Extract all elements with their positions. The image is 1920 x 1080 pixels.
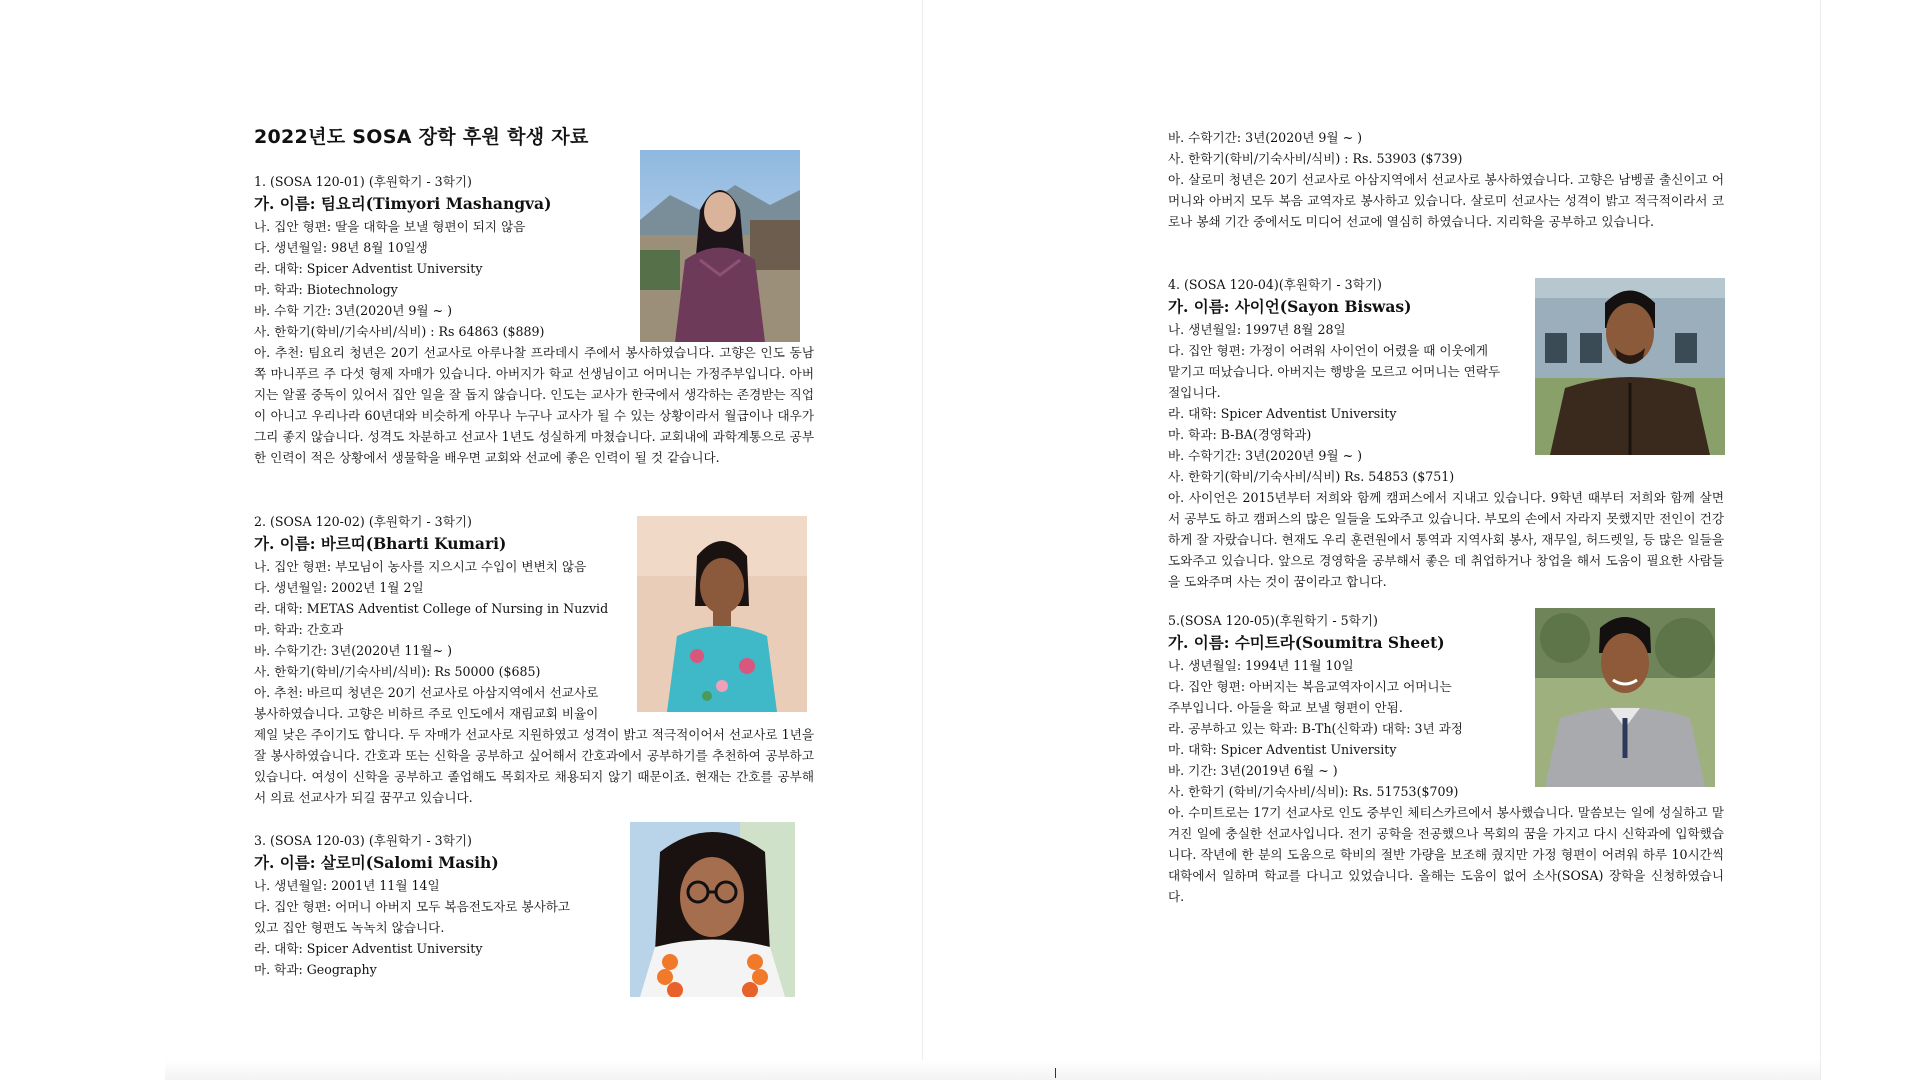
student-name: 가. 이름: 바르띠(Bharti Kumari): [254, 534, 507, 553]
text-cursor: [1055, 1068, 1056, 1078]
info-line: 바. 수학기간: 3년(2020년 11월~ ): [254, 643, 453, 658]
document-title: 2022년도 SOSA 장학 후원 학생 자료: [254, 126, 589, 148]
info-line: 아. 추천: 바르띠 청년은 20기 선교사로 아삼지역에서 선교사로: [254, 685, 599, 700]
info-line: 다. 생년월일: 2002년 1월 2일: [254, 580, 424, 595]
info-line: 다. 생년월일: 98년 8월 10일생: [254, 240, 428, 255]
info-line: 사. 한학기(학비/기숙사비/식비) : Rs 64863 ($889): [254, 324, 545, 339]
info-line: 나. 생년월일: 1994년 11월 10일: [1168, 658, 1354, 673]
recommendation-text: 아. 살로미 청년은 20기 선교사로 아삼지역에서 선교사로 봉사하였습니다. 고향은 남벵골 출신이고 어머니와 아버지 모두 복음 교역자로 봉사하고 있습니다. 살로미 선교사는 성격이 밝고 적극적이라서 코로나 봉쇄 기간 중에서도 미디어 선교에 열심히 하였습니다. 지리학을 공부하고 있습니다.: [1168, 172, 1724, 229]
info-line: 마. 학과: Biotechnology: [254, 282, 398, 297]
info-line: 절입니다.: [1168, 385, 1221, 400]
info-line: 마. 학과: 간호과: [254, 622, 344, 637]
student-header: 1. (SOSA 120-01) (후원학기 - 3학기): [254, 174, 472, 189]
info-line: 있고 집안 형편도 녹녹치 않습니다.: [254, 920, 445, 935]
info-line: 라. 대학: Spicer Adventist University: [254, 941, 483, 956]
recommendation-text: 아. 추천: 팀요리 청년은 20기 선교사로 아루나찰 프라데시 주에서 봉사하였습니다. 고향은 인도 동남쪽 마니푸르 주 다섯 형제 자매가 있습니다. 아버지가 학교 선생님이고 어머니는 가정주부입니다. 아버지는 알콜 중독이 있어서 집안 일을 잘 돕지 않습니다. 인도는 교사가 한국에서 생각하는 존경받는 직업이 아니고 우리나라 60년대와 비슷하게 아무나 누구나 교사가 될 수 있는 상황이라서 월급이나 대우가 그리 좋지 않습니다. 성격도 차분하고 선교사 1년도 성실하게 마쳤습니다. 교회내에 과학계통으로 공부한 인력이 적은 상황에서 생물학을 배우면 교회와 선교에 좋은 인력이 될 것 같습니다.: [254, 345, 814, 465]
info-line: 바. 수학기간: 3년(2020년 9월 ~ ): [1168, 130, 1363, 145]
info-line: 나. 집안 형편: 부모님이 농사를 지으시고 수입이 변변치 않음: [254, 559, 587, 574]
info-line: 나. 생년월일: 2001년 11월 14일: [254, 878, 440, 893]
recommendation-text: 제일 낮은 주이기도 합니다. 두 자매가 선교사로 지원하였고 성격이 밝고 적극적이어서 선교사로 1년을 잘 봉사하였습니다. 간호과 또는 신학을 공부하고 싶어해서 간호과에서 공부하기를 추천하여 공부하고 있습니다. 여성이 신학을 공부하고 졸업해도 목회자로 채용되지 않기 때문이죠. 현재는 간호를 공부해서 의료 선교사가 되길 꿈꾸고 있습니다.: [254, 727, 814, 805]
student-photo-1: [640, 150, 800, 342]
student-header: 4. (SOSA 120-04)(후원학기 - 3학기): [1168, 277, 1382, 292]
info-line: 사. 한학기(학비/기숙사비/식비) : Rs. 53903 ($739): [1168, 151, 1463, 166]
student-entry-3-continued: [1168, 127, 1724, 232]
info-line: 사. 한학기 (학비/기숙사비/식비): Rs. 51753($709): [1168, 784, 1459, 799]
student-name: 가. 이름: 사이언(Sayon Biswas): [1168, 297, 1412, 316]
student-photo-3: [630, 822, 795, 997]
student-name: 가. 이름: 수미트라(Soumitra Sheet): [1168, 633, 1445, 652]
student-name: 가. 이름: 살로미(Salomi Masih): [254, 853, 499, 872]
info-line: 라. 대학: Spicer Adventist University: [254, 261, 483, 276]
student-header: 3. (SOSA 120-03) (후원학기 - 3학기): [254, 833, 472, 848]
student-photo-2: [637, 516, 807, 712]
info-line: 라. 대학: Spicer Adventist University: [1168, 406, 1397, 421]
page-bottom-shadow: [165, 1060, 1820, 1080]
info-line: 맡기고 떠났습니다. 아버지는 행방을 모르고 어머니는 연락두: [1168, 364, 1501, 379]
info-line: 다. 집안 형편: 가정이 어려워 사이언이 어렸을 때 이웃에게: [1168, 343, 1489, 358]
info-line: 바. 수학 기간: 3년(2020년 9월 ~ ): [254, 303, 453, 318]
info-line: 바. 기간: 3년(2019년 6월 ~ ): [1168, 763, 1338, 778]
info-line: 바. 수학기간: 3년(2020년 9월 ~ ): [1168, 448, 1363, 463]
left-margin: [0, 0, 165, 1080]
info-line: 라. 공부하고 있는 학과: B-Th(신학과) 대학: 3년 과정: [1168, 721, 1463, 736]
info-line: 봉사하였습니다. 고향은 비하르 주로 인도에서 재림교회 비율이: [254, 706, 599, 721]
student-header: 2. (SOSA 120-02) (후원학기 - 3학기): [254, 514, 472, 529]
info-line: 다. 집안 형편: 어머니 아버지 모두 복음전도자로 봉사하고: [254, 899, 571, 914]
student-photo-5: [1535, 608, 1715, 787]
info-line: 라. 대학: METAS Adventist College of Nursing in Nuzvid: [254, 601, 609, 616]
student-name: 가. 이름: 팀요리(Timyori Mashangva): [254, 194, 552, 213]
info-line: 사. 한학기(학비/기숙사비/식비) Rs. 54853 ($751): [1168, 469, 1455, 484]
info-line: 마. 학과: B-BA(경영학과): [1168, 427, 1312, 442]
info-line: 마. 학과: Geography: [254, 962, 377, 977]
recommendation-text: 아. 수미트로는 17기 선교사로 인도 중부인 체티스카르에서 봉사했습니다. 말씀보는 일에 성실하고 맡겨진 일에 충실한 선교사입니다. 전기 공학을 전공했으나 목회의 꿈을 가지고 다시 신학과에 입학했습니다. 작년에 한 분의 도움으로 학비의 절반 가량을 보조해 줬지만 가정 형편이 어려워 하루 10시간씩 대학에서 일하며 학교를 다니고 있었습니다. 올해는 도움이 없어 소사(SOSA) 장학을 신청하였습니다.: [1168, 805, 1724, 904]
student-header: 5.(SOSA 120-05)(후원학기 - 5학기): [1168, 613, 1378, 628]
info-line: 나. 생년월일: 1997년 8월 28일: [1168, 322, 1346, 337]
info-line: 주부입니다. 아들을 학교 보낼 형편이 안됨.: [1168, 700, 1403, 715]
recommendation-text: 아. 사이언은 2015년부터 저희와 함께 캠퍼스에서 지내고 있습니다. 9학년 때부터 저희와 함께 살면서 공부도 하고 캠퍼스의 많은 일들을 도와주고 있습니다. 부모의 손에서 자라지 못했지만 전인이 건강하게 잘 자랐습니다. 현재도 우리 훈련원에서 통역과 지역사회 봉사, 재무일, 허드렛일, 등 많은 일들을 도와주고 있습니다. 앞으로 경영학을 공부해서 좋은 데 취업하거나 창업을 해서 도움이 필요한 사람들을 도와주며 사는 것이 꿈이라고 합니다.: [1168, 490, 1724, 589]
info-line: 마. 대학: Spicer Adventist University: [1168, 742, 1397, 757]
info-line: 다. 집안 형편: 아버지는 복음교역자이시고 어머니는: [1168, 679, 1452, 694]
info-line: 사. 한학기(학비/기숙사비/식비): Rs 50000 ($685): [254, 664, 541, 679]
student-photo-4: [1535, 278, 1725, 455]
info-line: 나. 집안 형편: 딸을 대학을 보낼 형편이 되지 않음: [254, 219, 526, 234]
